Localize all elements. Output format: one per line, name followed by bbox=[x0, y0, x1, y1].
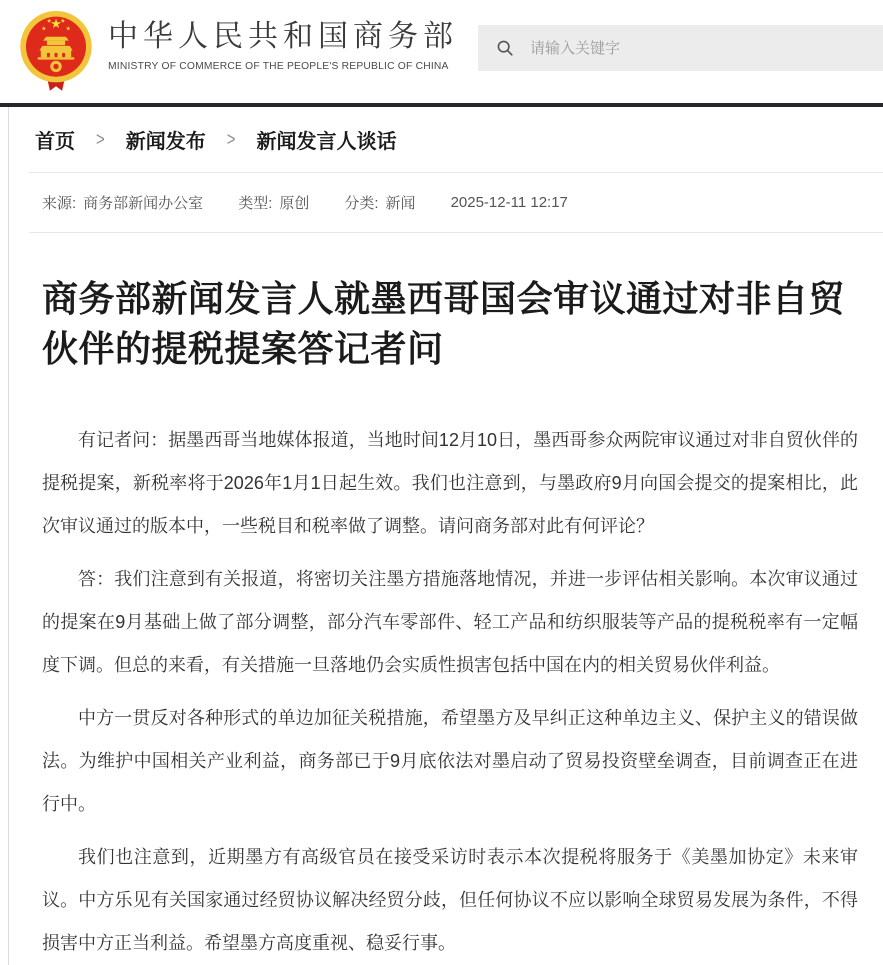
article-paragraph: 答：我们注意到有关报道，将密切关注墨方措施落地情况，并进一步评估相关影响。本次审议通过的提案在9月基础上做了部分调整，部分汽车零部件、轻工产品和纺织服装等产品的提税税率有一定幅度下调。但总的来看，有关措施一旦落地仍会实质性损害包括中国在内的相关贸易伙伴利益。 bbox=[42, 569, 858, 676]
breadcrumb-news-release[interactable]: 新闻发布 bbox=[125, 131, 206, 153]
meta-divider bbox=[29, 232, 883, 233]
article-paragraph: 有记者问：据墨西哥当地媒体报道，当地时间12月10日，墨西哥参众两院审议通过对非自贸伙伴的提税提案，新税率将于2026年1月1日起生效。我们也注意到，与墨政府9月向国会提交的提案相比，此次审议通过的版本中，一些税目和税率做了调整。请问商务部对此有何评论？ bbox=[42, 430, 858, 537]
breadcrumb-spokesperson-remarks[interactable]: 新闻发言人谈话 bbox=[256, 131, 397, 153]
national-emblem-icon bbox=[18, 10, 94, 94]
breadcrumb-separator-icon: > bbox=[96, 128, 105, 151]
meta-category bbox=[344, 192, 415, 213]
meta-source-value: 商务部新闻办公室 bbox=[83, 195, 204, 212]
content-area bbox=[8, 107, 883, 965]
site-subtitle: MINISTRY OF COMMERCE OF THE PEOPLE'S REPUBLIC OF CHINA bbox=[108, 61, 449, 72]
meta-source-label: 来源: bbox=[42, 195, 77, 212]
breadcrumb-home[interactable]: 首页 bbox=[35, 131, 75, 153]
article-paragraph: 我们也注意到，近期墨方有高级官员在接受采访时表示本次提税将服务于《美墨加协定》未来审议。中方乐见有关国家通过经贸协议解决经贸分歧，但任何协议不应以影响全球贸易发展为条件，不得损害中方正当利益。希望墨方高度重视、稳妥行事。 bbox=[42, 847, 858, 954]
meta-type bbox=[238, 192, 309, 213]
search-box[interactable] bbox=[478, 25, 883, 71]
site-header bbox=[0, 0, 883, 103]
breadcrumb-separator-icon: > bbox=[226, 128, 236, 151]
meta-category-value: 新闻 bbox=[385, 195, 416, 212]
article bbox=[9, 274, 883, 965]
article-paragraph: 中方一贯反对各种形式的单边加征关税措施，希望墨方及早纠正这种单边主义、保护主义的错误做法。为维护中国相关产业利益，商务部已于9月底依法对墨启动了贸易投资壁垒调查，目前调查正在进行中。 bbox=[42, 708, 858, 815]
site-title: 中华人民共和国商务部 bbox=[108, 20, 458, 53]
home-logo-link[interactable] bbox=[18, 10, 458, 94]
search-icon[interactable] bbox=[496, 39, 514, 57]
meta-datetime: 2025-12-11 12:17 bbox=[450, 194, 568, 211]
search-input[interactable] bbox=[528, 39, 848, 58]
meta-type-value: 原创 bbox=[279, 195, 310, 212]
breadcrumb bbox=[9, 107, 883, 172]
article-body bbox=[42, 419, 858, 965]
article-meta bbox=[9, 173, 883, 232]
meta-type-label: 类型: bbox=[238, 195, 273, 212]
meta-source bbox=[42, 192, 203, 213]
meta-category-label: 分类: bbox=[344, 195, 379, 212]
article-title: 商务部新闻发言人就墨西哥国会审议通过对非自贸伙伴的提税提案答记者问 bbox=[42, 278, 846, 370]
